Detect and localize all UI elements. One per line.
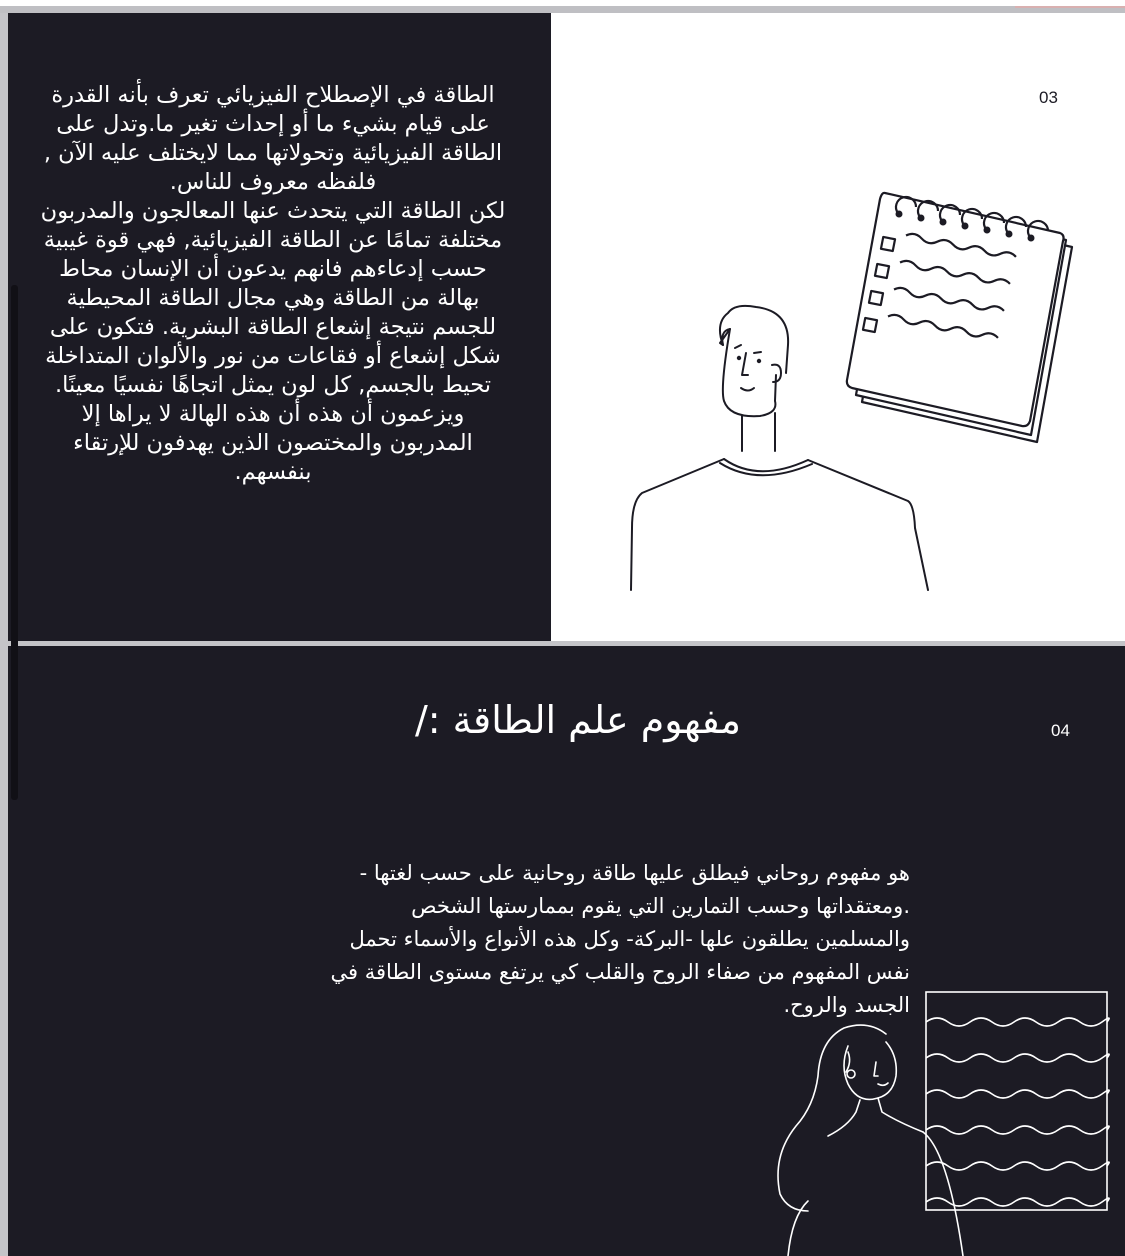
slide-03-number: 03: [1039, 88, 1058, 107]
viewer-accent-line: [1015, 6, 1125, 8]
slide-03-body-text: الطاقة في الإصطلاح الفيزيائي تعرف بأنه القدرة على قيام بشيء ما أو إحداث تغير ما.وتدل على الطاقة الفيزيائية وتحولاتها مما لايختلف عليه الآن , فلفظه معروف للناس. لكن الطاقة التي يتحدث عنها المعالجون والمدربون مختلفة تمامًا عن الطاقة الفيزيائية, فهي قوة غيبية حسب إدعاءهم فانهم يدعون أن الإنسان محاط بهالة من الطاقة وهي مجال الطاقة المحيطية للجسم نتيجة إشعاع الطاقة البشرية. فتكون على شكل إشعاع أو فقاعات من نور والألوان المتداخلة تحيط بالجسم, كل لون يمثل اتجاهًا نفسيًا معينًا. ويزعمون أن هذه أن هذه الهالة لا يراها إلا المدربون والمختصون الذين يهدفون للإرتقاء بنفسهم.: [40, 82, 506, 485]
woman-with-frame-illustration: [748, 986, 1125, 1256]
scroll-handle[interactable]: [11, 285, 18, 800]
slide-04-title: مفهوم علم الطاقة :/: [414, 698, 742, 742]
viewer-top-strip: [0, 0, 1125, 13]
man-with-notepad-illustration: [620, 183, 1090, 603]
slide-04-body-text: هو مفهوم روحاني فيطلق عليها طاقة روحانية على حسب لغتها - .ومعتقداتها وحسب التمارين التي يقوم بممارستها الشخص والمسلمين يطلقون علها -البركة- وكل هذه الأنواع والأسماء تحمل نفس المفهوم من صفاء الروح والقلب كي يرتفع مستوى الطاقة في الجسد والروح.: [330, 861, 910, 1017]
wave-frame-icon: [926, 992, 1109, 1210]
notepad-checklist-icon: [847, 193, 1072, 442]
slide-04-number: 04: [1051, 721, 1070, 740]
slide-03[interactable]: [8, 13, 1125, 641]
woman-illustration-icon: [778, 1025, 963, 1256]
slide-03-text-panel: [8, 13, 551, 641]
viewer-top-bar: [0, 6, 1125, 13]
slide-04[interactable]: [8, 646, 1125, 1256]
